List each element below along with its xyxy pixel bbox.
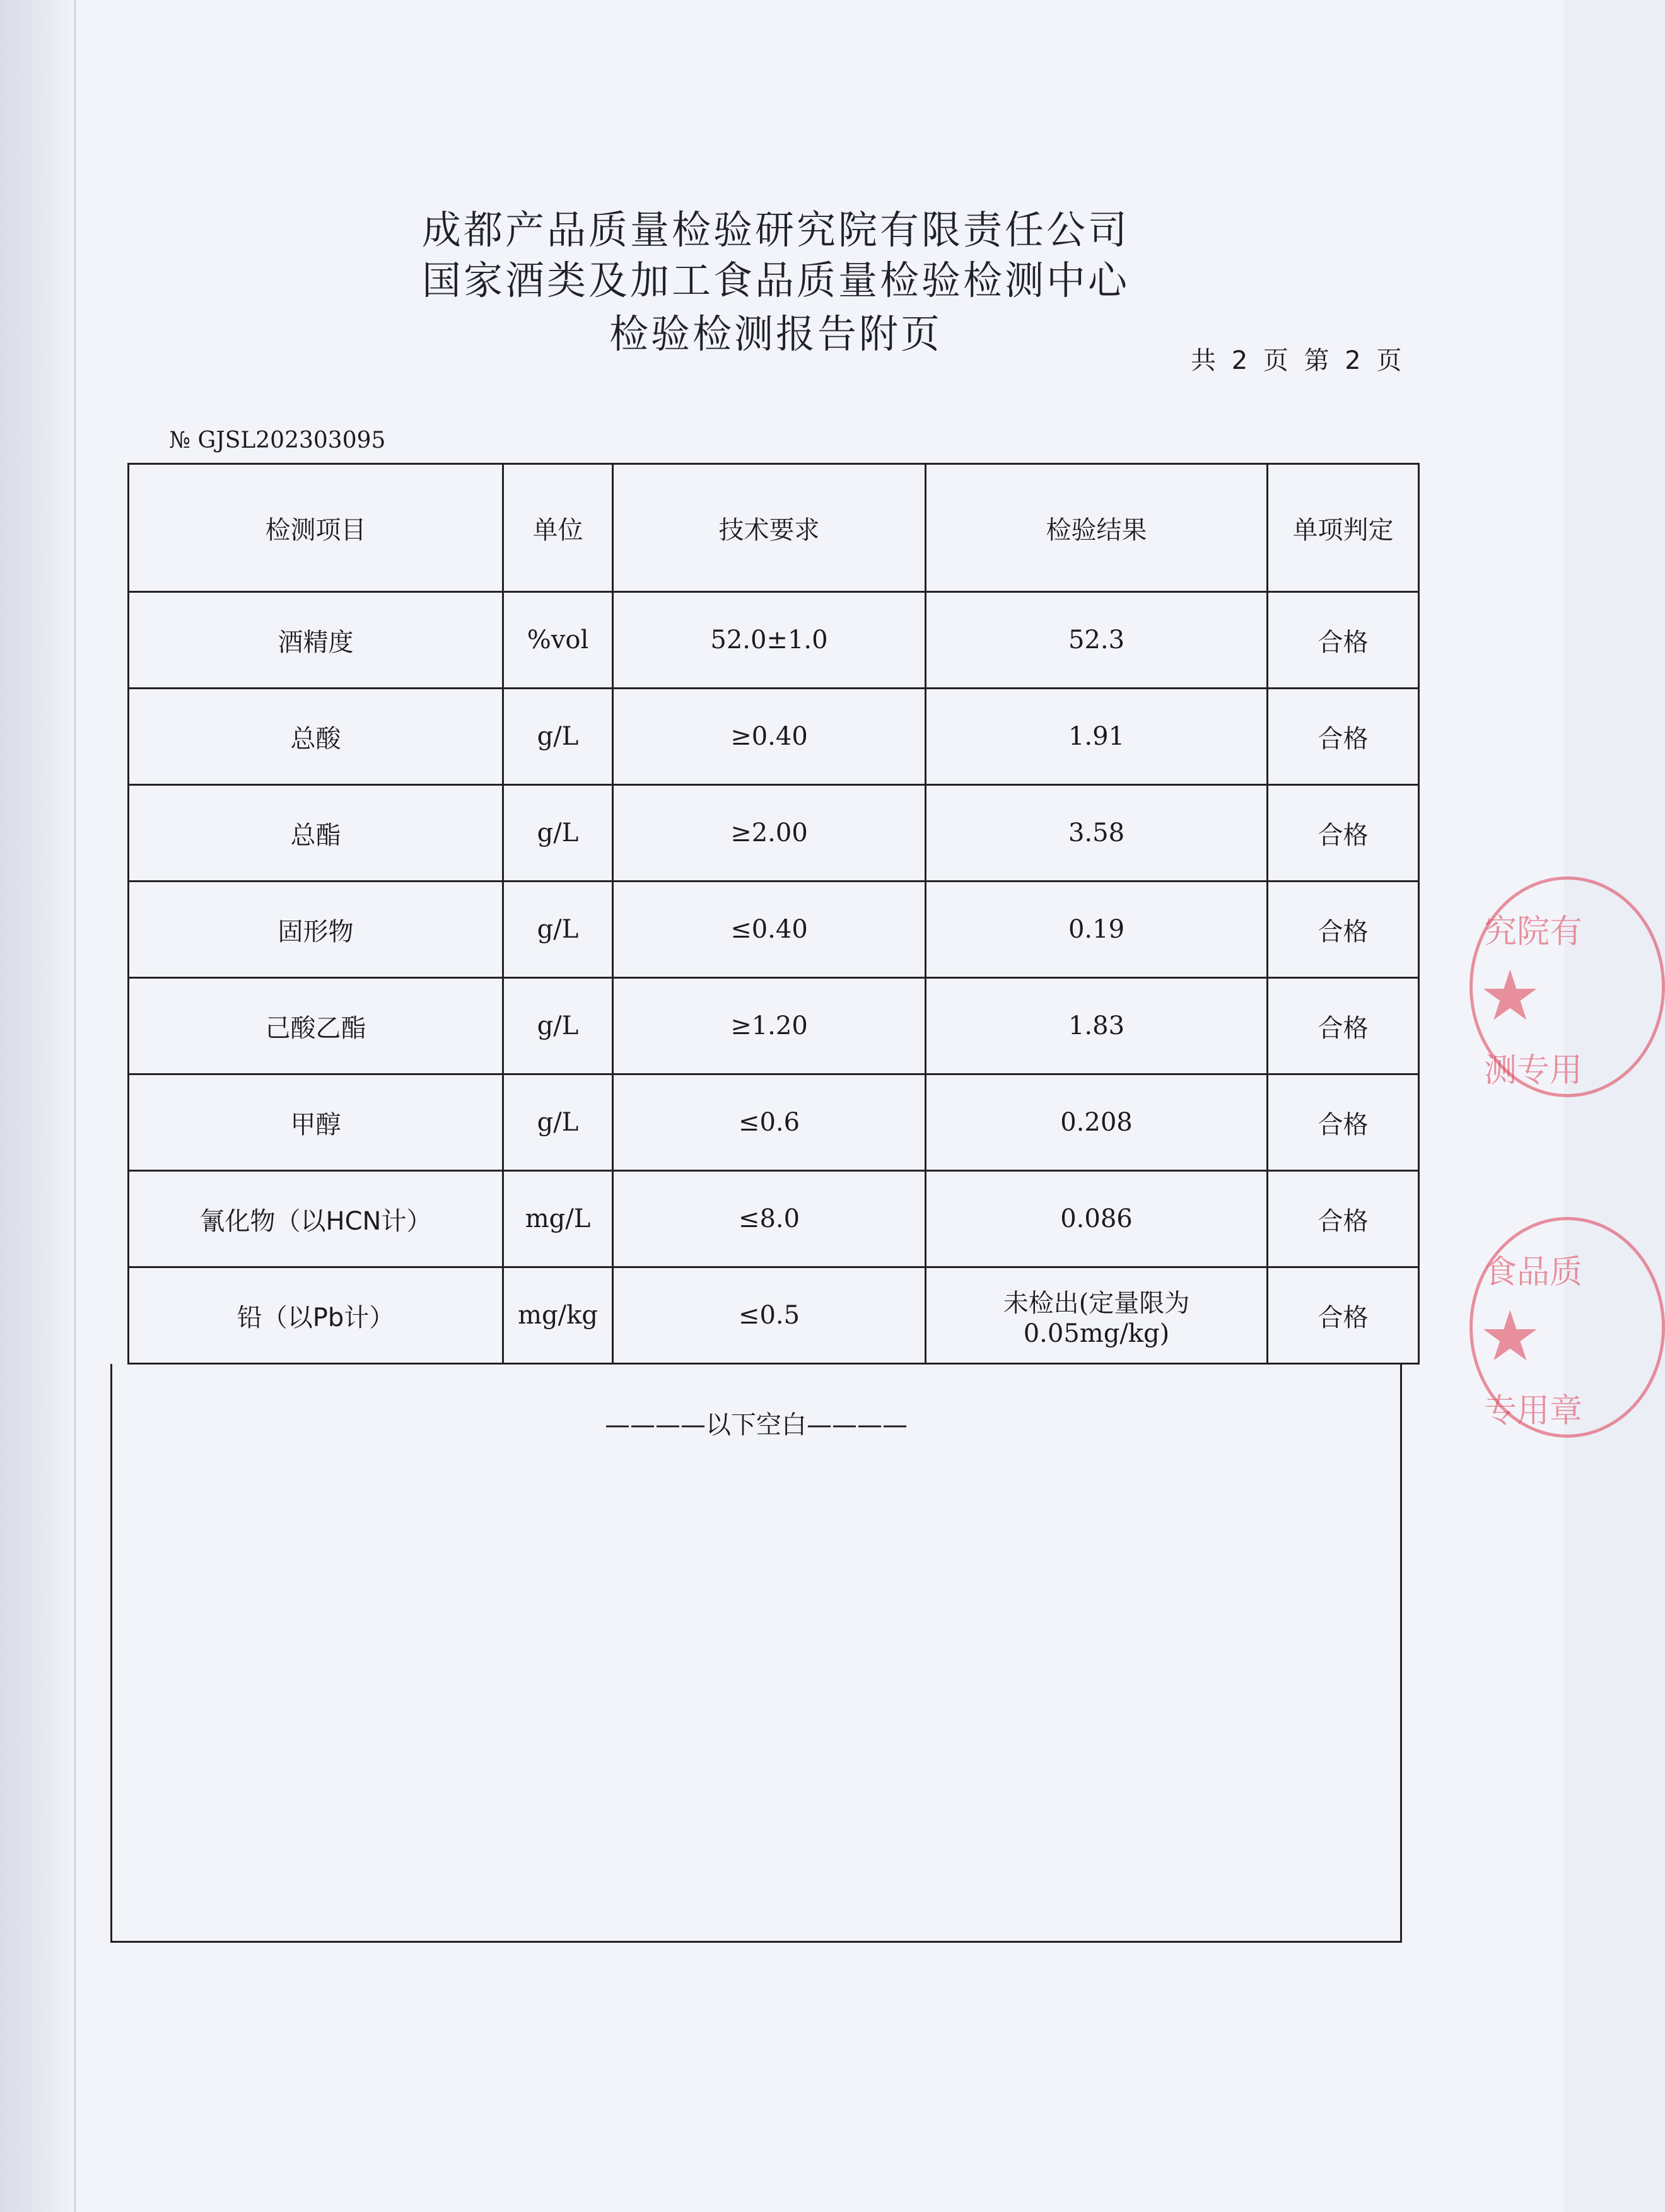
cell-requirement: ≤0.5 xyxy=(613,1267,926,1364)
seal-text: 究院有 xyxy=(1484,913,1583,951)
header-result: 检验结果 xyxy=(926,464,1268,592)
center-name: 国家酒类及加工食品质量检验检测中心 xyxy=(421,257,1130,303)
cell-result: 未检出(定量限为 0.05mg/kg) xyxy=(926,1267,1268,1364)
seal-text: 测专用 xyxy=(1484,1052,1583,1090)
seal-text: 专用章 xyxy=(1484,1392,1583,1430)
report-number: № GJSL202303095 xyxy=(169,428,386,453)
page-info: 共 2 页 第 2 页 xyxy=(1191,346,1406,375)
seal-stamp-upper xyxy=(1469,876,1665,1097)
header-verdict: 单项判定 xyxy=(1268,464,1419,592)
table-header-row xyxy=(129,464,1419,592)
cell-item: 酒精度 xyxy=(129,592,503,689)
cell-verdict: 合格 xyxy=(1268,978,1419,1074)
cell-verdict: 合格 xyxy=(1268,1267,1419,1364)
header-requirement: 技术要求 xyxy=(613,464,926,592)
cell-unit: g/L xyxy=(503,1074,613,1171)
cell-requirement: ≥2.00 xyxy=(613,785,926,882)
table-row xyxy=(129,1267,1419,1364)
cell-result: 1.91 xyxy=(926,689,1268,785)
cell-unit: mg/L xyxy=(503,1171,613,1267)
cell-verdict: 合格 xyxy=(1268,1171,1419,1267)
results-table xyxy=(127,463,1420,1365)
cell-result: 0.208 xyxy=(926,1074,1268,1171)
table-row xyxy=(129,785,1419,882)
cell-verdict: 合格 xyxy=(1268,882,1419,978)
table-row xyxy=(129,592,1419,689)
cell-result: 0.19 xyxy=(926,882,1268,978)
cell-result: 1.83 xyxy=(926,978,1268,1074)
cell-requirement: 52.0±1.0 xyxy=(613,592,926,689)
table-row xyxy=(129,1171,1419,1267)
cell-verdict: 合格 xyxy=(1268,689,1419,785)
seal-stamp-lower xyxy=(1469,1217,1665,1438)
cell-requirement: ≥0.40 xyxy=(613,689,926,785)
org-name: 成都产品质量检验研究院有限责任公司 xyxy=(421,207,1130,253)
cell-verdict: 合格 xyxy=(1268,592,1419,689)
cell-requirement: ≥1.20 xyxy=(613,978,926,1074)
report-title: 检验检测报告附页 xyxy=(609,311,942,357)
cell-item: 甲醇 xyxy=(129,1074,503,1171)
seal-star-icon: ★ xyxy=(1479,955,1541,1036)
cell-requirement: ≤8.0 xyxy=(613,1171,926,1267)
cell-result: 52.3 xyxy=(926,592,1268,689)
header-item: 检测项目 xyxy=(129,464,503,592)
cell-item: 总酯 xyxy=(129,785,503,882)
cell-item: 氰化物（以HCN计） xyxy=(129,1171,503,1267)
table-row xyxy=(129,1074,1419,1171)
cell-result: 0.086 xyxy=(926,1171,1268,1267)
cell-verdict: 合格 xyxy=(1268,1074,1419,1171)
cell-unit: %vol xyxy=(503,592,613,689)
table-row xyxy=(129,978,1419,1074)
table-row xyxy=(129,882,1419,978)
cell-requirement: ≤0.6 xyxy=(613,1074,926,1171)
cell-item: 固形物 xyxy=(129,882,503,978)
header-unit: 单位 xyxy=(503,464,613,592)
table-row xyxy=(129,689,1419,785)
cell-unit: mg/kg xyxy=(503,1267,613,1364)
blank-note: ————以下空白———— xyxy=(605,1411,908,1440)
seal-text: 食品质 xyxy=(1484,1254,1583,1291)
cell-unit: g/L xyxy=(503,785,613,882)
seal-star-icon: ★ xyxy=(1479,1296,1541,1377)
cell-item: 己酸乙酯 xyxy=(129,978,503,1074)
cell-unit: g/L xyxy=(503,978,613,1074)
blank-area xyxy=(110,1364,1402,1943)
cell-verdict: 合格 xyxy=(1268,785,1419,882)
cell-unit: g/L xyxy=(503,689,613,785)
cell-result: 3.58 xyxy=(926,785,1268,882)
cell-item: 总酸 xyxy=(129,689,503,785)
cell-requirement: ≤0.40 xyxy=(613,882,926,978)
cell-item: 铅（以Pb计） xyxy=(129,1267,503,1364)
cell-unit: g/L xyxy=(503,882,613,978)
